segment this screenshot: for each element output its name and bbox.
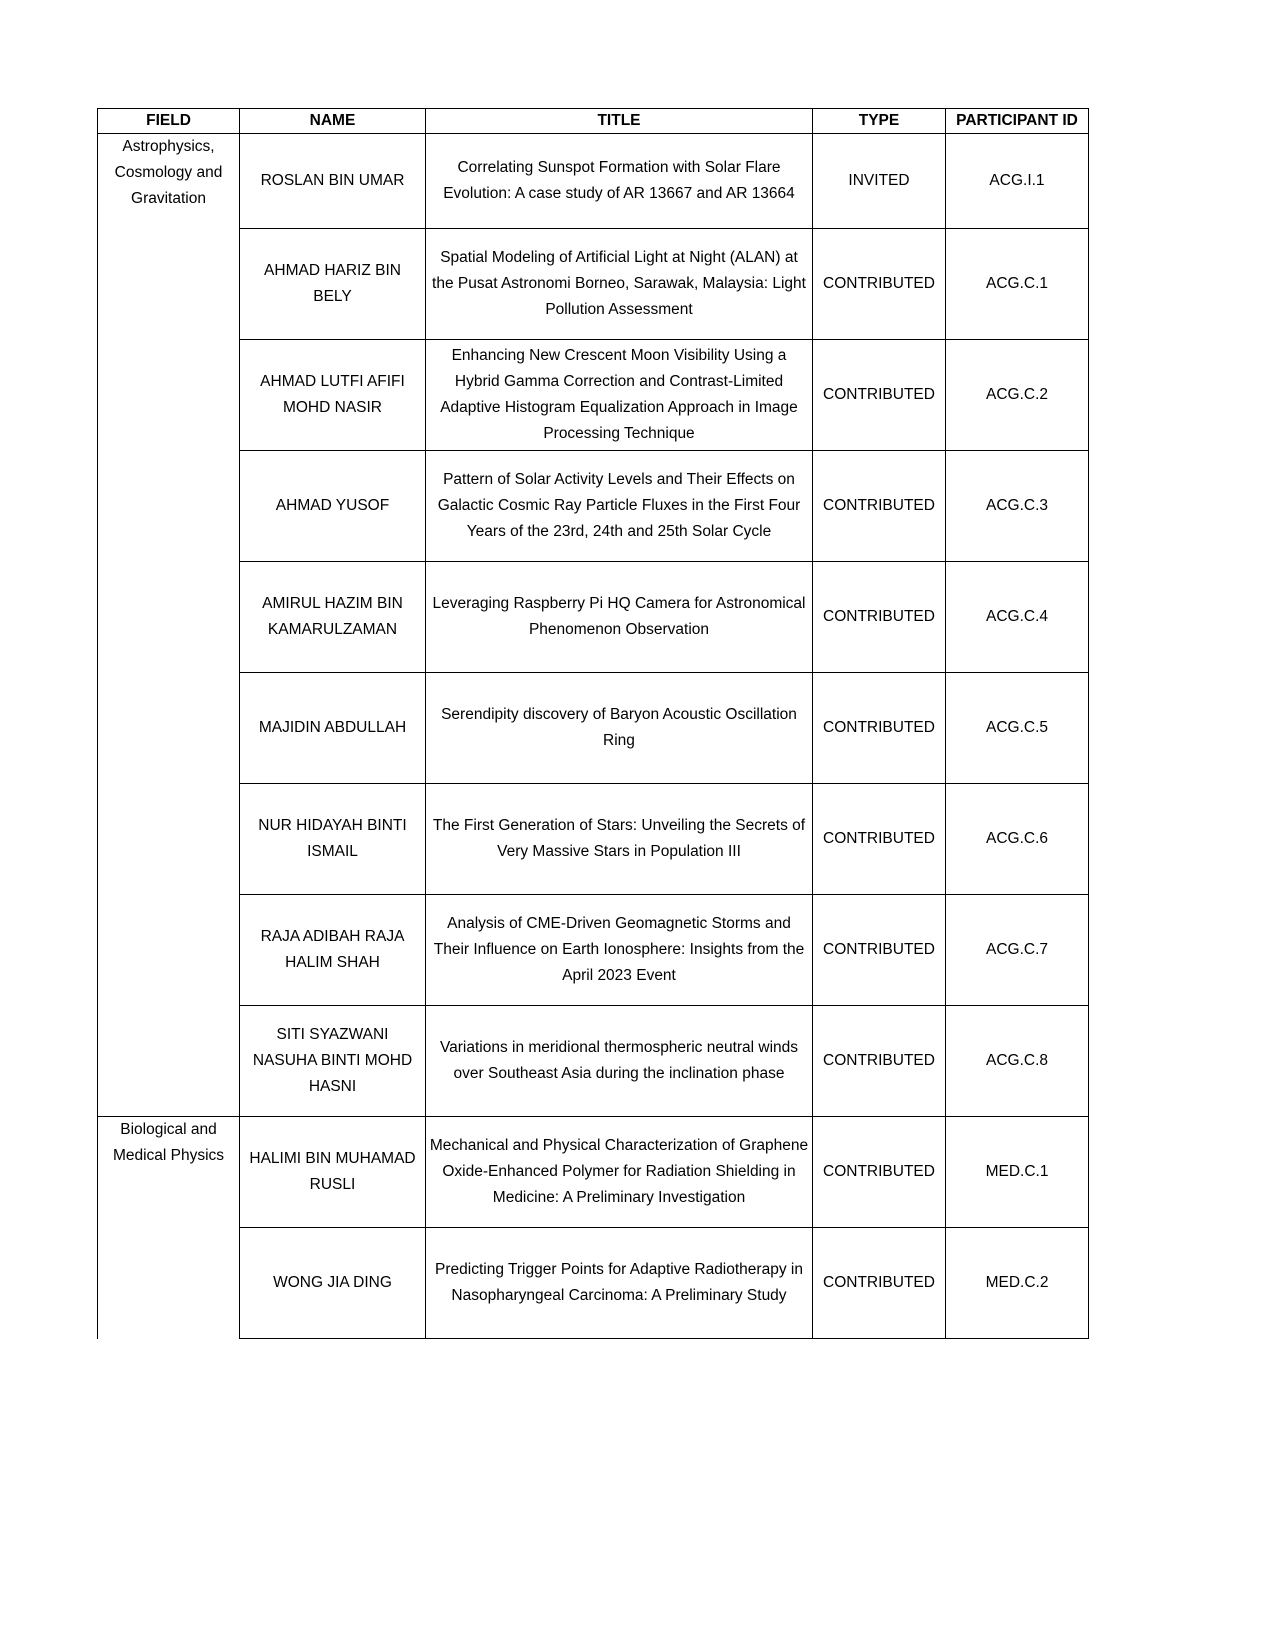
- header-field: FIELD: [98, 109, 240, 134]
- type-cell: CONTRIBUTED: [813, 1117, 946, 1228]
- participant-id-cell: ACG.C.5: [946, 673, 1089, 784]
- participant-id-cell: ACG.C.3: [946, 451, 1089, 562]
- name-cell: MAJIDIN ABDULLAH: [240, 673, 426, 784]
- header-participant-id: PARTICIPANT ID: [946, 109, 1089, 134]
- table-row: [98, 134, 1089, 229]
- type-cell: CONTRIBUTED: [813, 673, 946, 784]
- type-cell: CONTRIBUTED: [813, 1006, 946, 1117]
- participants-table: [97, 108, 1089, 1339]
- participant-id-cell: MED.C.2: [946, 1228, 1089, 1339]
- table-row: [98, 1117, 1089, 1228]
- title-cell: Enhancing New Crescent Moon Visibility Using a Hybrid Gamma Correction and Contrast-Limited Adaptive Histogram Equalization Approach in Image Processing Technique: [426, 340, 813, 451]
- title-cell: Predicting Trigger Points for Adaptive Radiotherapy in Nasopharyngeal Carcinoma: A Preliminary Study: [426, 1228, 813, 1339]
- name-cell: RAJA ADIBAH RAJA HALIM SHAH: [240, 895, 426, 1006]
- header-type: TYPE: [813, 109, 946, 134]
- name-cell: AHMAD YUSOF: [240, 451, 426, 562]
- type-cell: CONTRIBUTED: [813, 895, 946, 1006]
- type-cell: INVITED: [813, 134, 946, 229]
- type-cell: CONTRIBUTED: [813, 562, 946, 673]
- participant-id-cell: ACG.C.1: [946, 229, 1089, 340]
- table-row: [98, 340, 1089, 451]
- table-row: [98, 451, 1089, 562]
- participant-id-cell: ACG.C.8: [946, 1006, 1089, 1117]
- name-cell: NUR HIDAYAH BINTI ISMAIL: [240, 784, 426, 895]
- table-row: [98, 784, 1089, 895]
- title-cell: The First Generation of Stars: Unveiling the Secrets of Very Massive Stars in Population III: [426, 784, 813, 895]
- table-row: [98, 895, 1089, 1006]
- type-cell: CONTRIBUTED: [813, 340, 946, 451]
- name-cell: AMIRUL HAZIM BIN KAMARULZAMAN: [240, 562, 426, 673]
- title-cell: Serendipity discovery of Baryon Acoustic Oscillation Ring: [426, 673, 813, 784]
- type-cell: CONTRIBUTED: [813, 229, 946, 340]
- table-row: [98, 673, 1089, 784]
- type-cell: CONTRIBUTED: [813, 451, 946, 562]
- participant-id-cell: ACG.I.1: [946, 134, 1089, 229]
- type-cell: CONTRIBUTED: [813, 1228, 946, 1339]
- name-cell: HALIMI BIN MUHAMAD RUSLI: [240, 1117, 426, 1228]
- header-name: NAME: [240, 109, 426, 134]
- participant-id-cell: ACG.C.4: [946, 562, 1089, 673]
- table-body: [98, 134, 1089, 1339]
- table-row: [98, 1006, 1089, 1117]
- name-cell: AHMAD LUTFI AFIFI MOHD NASIR: [240, 340, 426, 451]
- title-cell: Mechanical and Physical Characterization of Graphene Oxide-Enhanced Polymer for Radiation Shielding in Medicine: A Preliminary Investigation: [426, 1117, 813, 1228]
- header-title: TITLE: [426, 109, 813, 134]
- title-cell: Leveraging Raspberry Pi HQ Camera for Astronomical Phenomenon Observation: [426, 562, 813, 673]
- title-cell: Pattern of Solar Activity Levels and Their Effects on Galactic Cosmic Ray Particle Fluxes in the First Four Years of the 23rd, 24th and 25th Solar Cycle: [426, 451, 813, 562]
- title-cell: Variations in meridional thermospheric neutral winds over Southeast Asia during the inclination phase: [426, 1006, 813, 1117]
- participant-id-cell: ACG.C.7: [946, 895, 1089, 1006]
- participant-id-cell: MED.C.1: [946, 1117, 1089, 1228]
- participant-id-cell: ACG.C.6: [946, 784, 1089, 895]
- table-row: [98, 229, 1089, 340]
- header-row: [98, 109, 1089, 134]
- title-cell: Analysis of CME-Driven Geomagnetic Storms and Their Influence on Earth Ionosphere: Insights from the April 2023 Event: [426, 895, 813, 1006]
- title-cell: Spatial Modeling of Artificial Light at Night (ALAN) at the Pusat Astronomi Borneo, Sarawak, Malaysia: Light Pollution Assessment: [426, 229, 813, 340]
- type-cell: CONTRIBUTED: [813, 784, 946, 895]
- field-cell: Biological and Medical Physics: [98, 1117, 240, 1339]
- field-cell: Astrophysics, Cosmology and Gravitation: [98, 134, 240, 1117]
- title-cell: Correlating Sunspot Formation with Solar Flare Evolution: A case study of AR 13667 and AR 13664: [426, 134, 813, 229]
- name-cell: WONG JIA DING: [240, 1228, 426, 1339]
- table-row: [98, 562, 1089, 673]
- name-cell: SITI SYAZWANI NASUHA BINTI MOHD HASNI: [240, 1006, 426, 1117]
- participant-id-cell: ACG.C.2: [946, 340, 1089, 451]
- name-cell: AHMAD HARIZ BIN BELY: [240, 229, 426, 340]
- table-row: [98, 1228, 1089, 1339]
- name-cell: ROSLAN BIN UMAR: [240, 134, 426, 229]
